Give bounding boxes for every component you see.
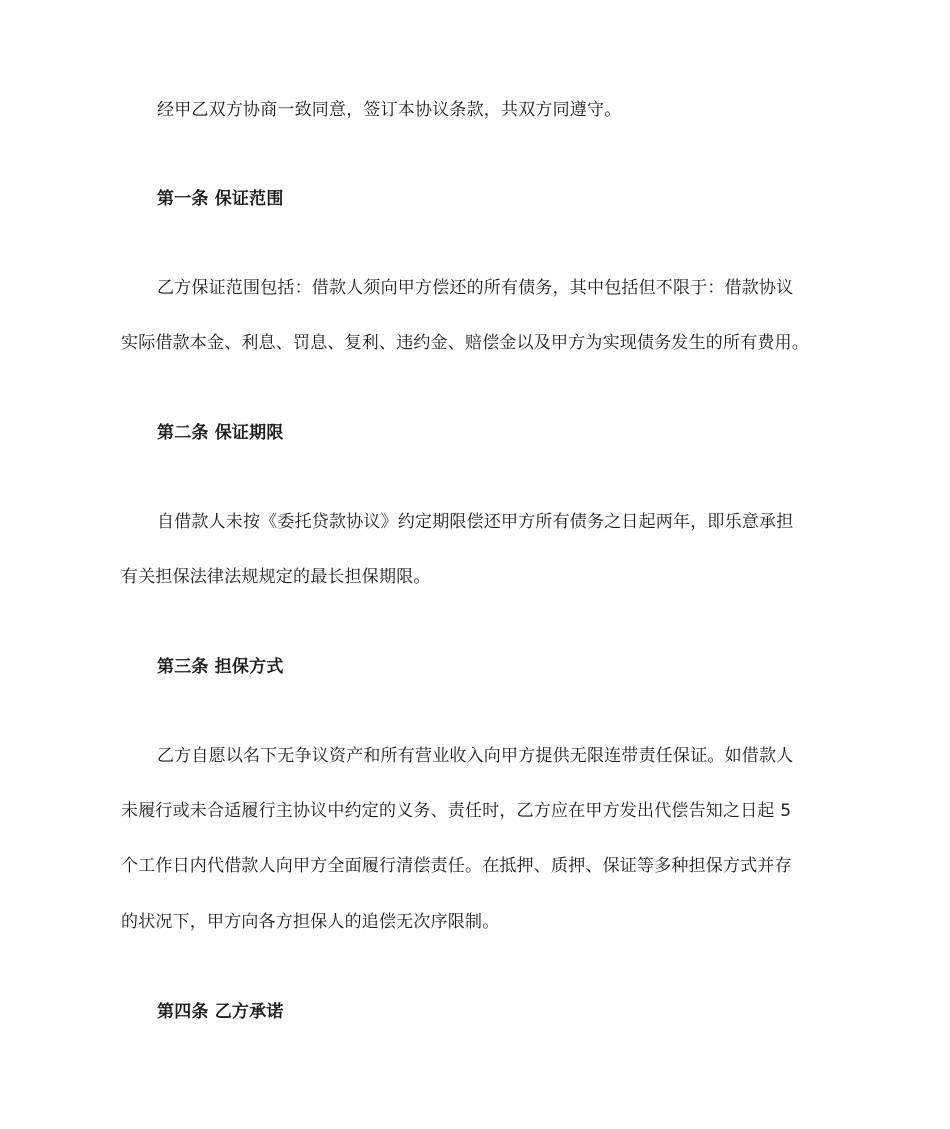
- article-2-heading: 第二条 保证期限: [157, 423, 284, 443]
- article-1-text-line: 乙方保证范围包括：借款人须向甲方偿还的所有债务，其中包括但不限于：借款协议: [157, 278, 794, 298]
- intro-paragraph: 经甲乙双方协商一致同意，签订本协议条款，共双方同遵守。: [157, 100, 622, 120]
- article-3-text-line: 的状况下，甲方向各方担保人的追偿无次序限制。: [121, 912, 500, 932]
- article-2-text-line: 有关担保法律法规规定的最长担保期限。: [121, 567, 431, 587]
- article-1-heading: 第一条 保证范围: [157, 189, 284, 209]
- article-3-text-line: 乙方自愿以名下无争议资产和所有营业收入向甲方提供无限连带责任保证。如借款人: [157, 746, 794, 766]
- article-3-text-line: 未履行或未合适履行主协议中约定的义务、责任时，乙方应在甲方发出代偿告知之日起 5: [121, 801, 792, 821]
- article-2-text-line: 自借款人未按《委托贷款协议》约定期限偿还甲方所有债务之日起两年，即乐意承担: [157, 512, 794, 532]
- article-4-heading: 第四条 乙方承诺: [157, 1002, 284, 1022]
- article-3-text-line: 个工作日内代借款人向甲方全面履行清偿责任。在抵押、质押、保证等多种担保方式并存: [121, 856, 792, 876]
- article-1-text-line: 实际借款本金、利息、罚息、复利、违约金、赔偿金以及甲方为实现债务发生的所有费用。: [121, 333, 809, 353]
- article-3-heading: 第三条 担保方式: [157, 657, 284, 677]
